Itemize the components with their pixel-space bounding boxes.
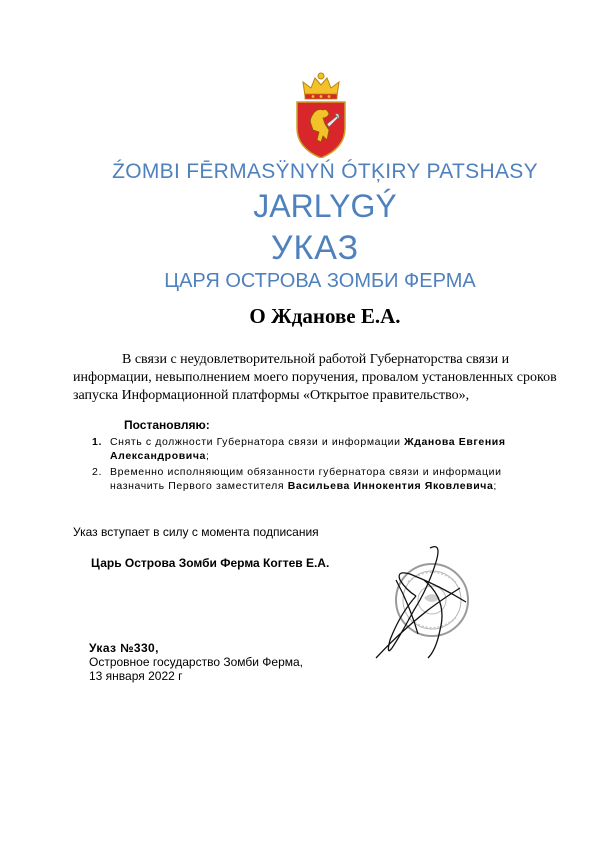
- intro-line: В связи с неудовлетворительной работой Губернаторства связи и: [122, 352, 510, 367]
- list-item: [90, 435, 530, 463]
- item-end: ;: [205, 450, 210, 462]
- latin-title: ŹOMBI FĒRMASŸNYŃ ÓTĶIRY PATSHASY: [112, 160, 538, 183]
- ukaz-heading: УКАЗ: [270, 229, 360, 267]
- item-end: ;: [493, 480, 497, 492]
- item-text: Снять с должности Губернатора связи и информации: [110, 436, 405, 448]
- decree-state: Островное государство Зомби Ферма,: [89, 655, 304, 669]
- effect-statement: Указ вступает в силу с момента подписания: [73, 525, 319, 539]
- coat-of-arms-icon: [293, 70, 349, 158]
- decree-footer: [89, 641, 303, 683]
- jarlyg-heading: JARLYGÝ: [253, 188, 397, 224]
- item-text: Временно исполняющим обязанности губернатора связи и информации назначить Первого заместителя: [110, 466, 502, 492]
- decree-number: Указ №330,: [89, 641, 159, 655]
- intro-paragraph: [73, 351, 557, 405]
- signatory-line: Царь Острова Зомби Ферма Когтев Е.А.: [91, 556, 330, 570]
- item-bold-name: Васильева Иннокентия Яковлевича: [287, 480, 494, 492]
- tsar-heading: ЦАРЯ ОСТРОВА ЗОМБИ ФЕРМА: [164, 270, 476, 292]
- orders-list: [90, 435, 530, 495]
- decree-date: 13 января 2022 г: [89, 669, 183, 683]
- list-item: [90, 465, 530, 493]
- resolve-label: Постановляю:: [124, 418, 210, 432]
- handwritten-signature-icon: [376, 547, 466, 658]
- item-number: 2.: [92, 466, 102, 478]
- decree-subject: О Жданове Е.А.: [249, 304, 401, 328]
- intro-line: информации, невыполнением моего поручения, провалом установленных сроков: [73, 370, 557, 385]
- intro-line: запуска Информационной платформы «Открытое правительство»,: [73, 388, 470, 403]
- item-number: 1.: [92, 436, 102, 448]
- signature-and-stamp: [370, 540, 480, 665]
- item-bold-name: Жданова Евгения Александровича: [110, 436, 506, 462]
